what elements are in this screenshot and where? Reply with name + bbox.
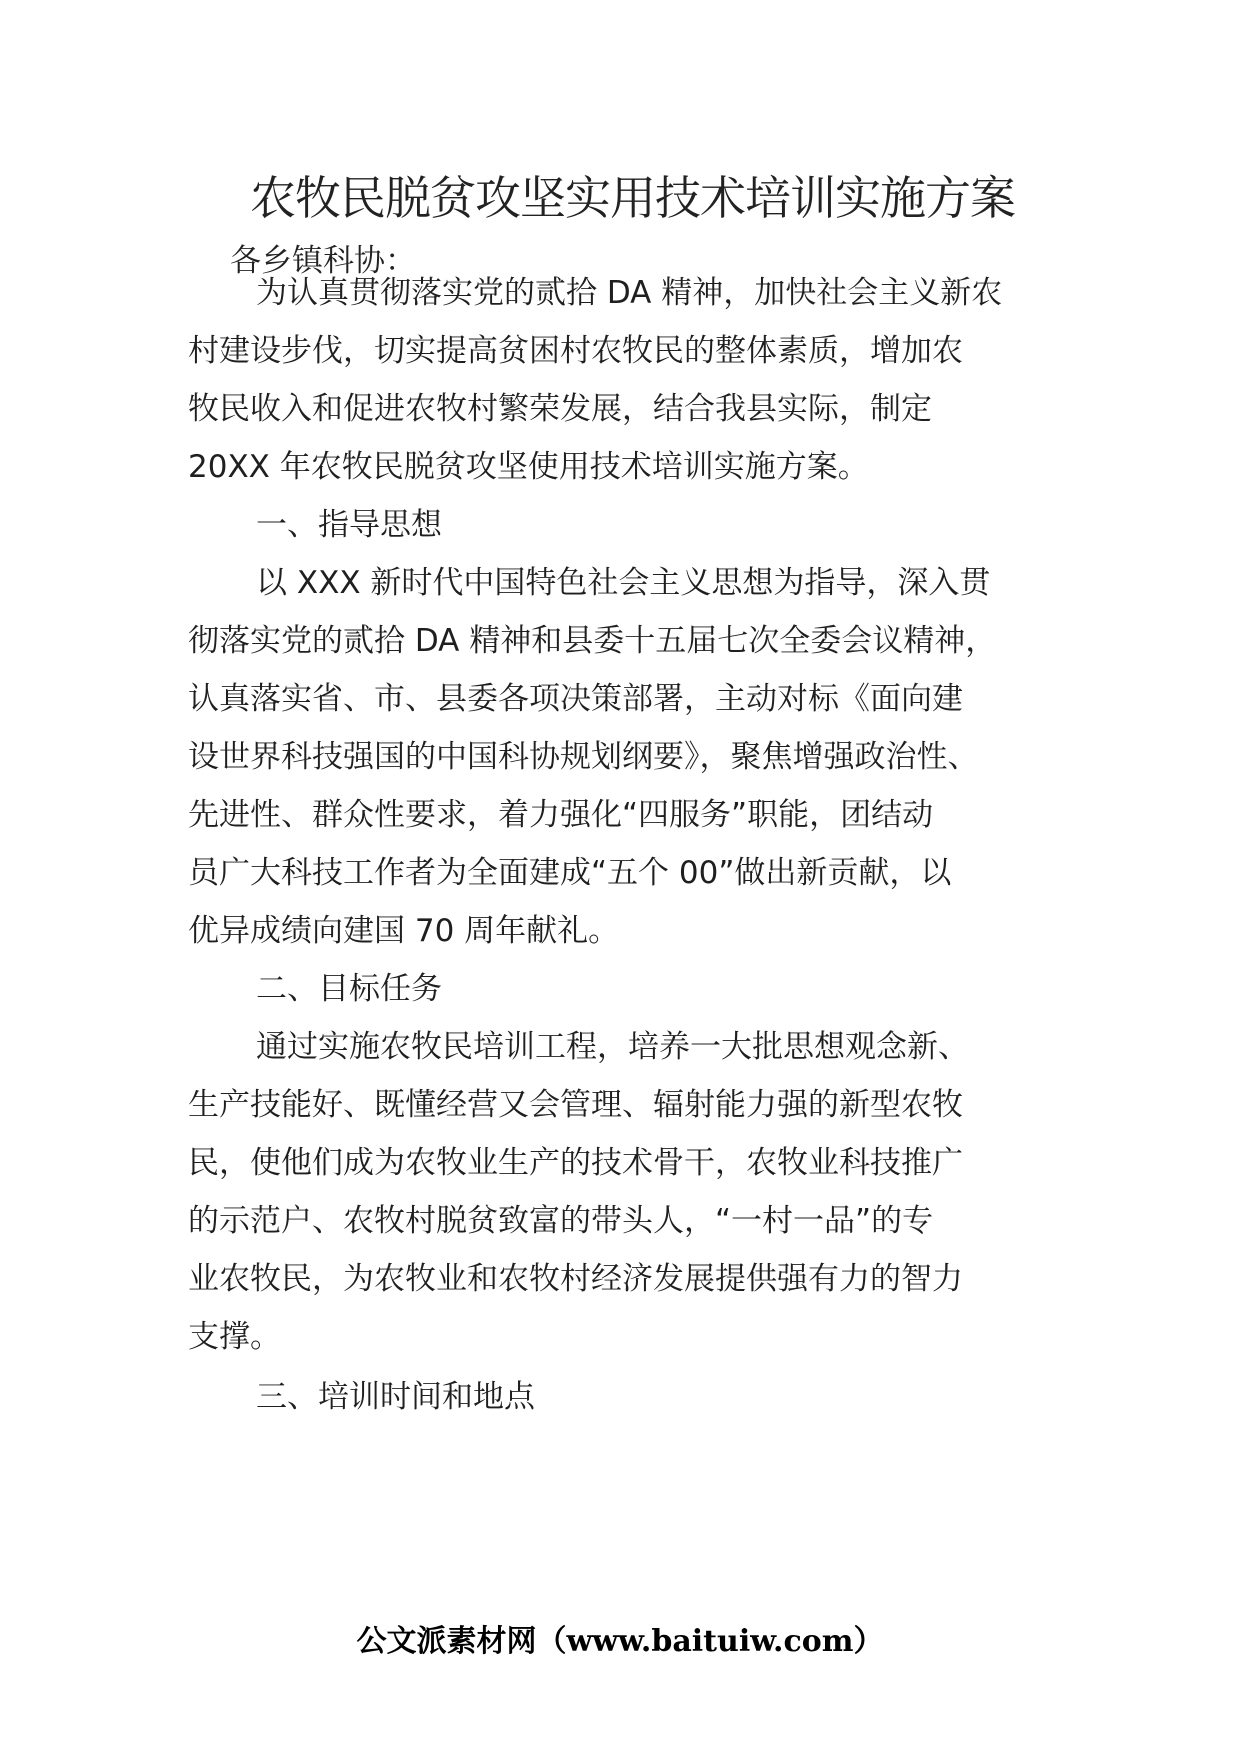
body-line: 彻落实党的贰拾 DA 精神和县委十五届七次全委会议精神， [188,623,997,659]
body-line: 设世界科技强国的中国科协规划纲要》，聚焦增强政治性、 [188,739,979,775]
section-heading: 一、指导思想 [256,507,442,543]
body-line: 以 XXX 新时代中国特色社会主义思想为指导，深入贯 [256,565,991,601]
body-line: 民，使他们成为农牧业生产的技术骨干，农牧业科技推广 [188,1145,963,1181]
body-line: 为认真贯彻落实党的贰拾 DA 精神，加快社会主义新农 [256,275,1003,311]
body-line: 先进性、群众性要求，着力强化“四服务”职能，团结动 [188,797,934,833]
body-line: 村建设步伐，切实提高贫困村农牧民的整体素质，增加农 [188,333,963,369]
document-title: 农牧民脱贫攻坚实用技术培训实施方案 [250,171,1015,225]
body-line: 通过实施农牧民培训工程，培养一大批思想观念新、 [256,1029,969,1065]
body-line: 支撑。 [188,1319,281,1355]
body-line: 20XX 年农牧民脱贫攻坚使用技术培训实施方案。 [188,449,869,485]
body-line: 优异成绩向建国 70 周年献礼。 [188,913,620,949]
salutation: 各乡镇科协： [230,243,416,279]
body-line: 生产技能好、既懂经营又会管理、辐射能力强的新型农牧 [188,1087,963,1123]
body-line: 牧民收入和促进农牧村繁荣发展，结合我县实际，制定 [188,391,932,427]
body-line: 认真落实省、市、县委各项决策部署，主动对标《面向建 [188,681,963,717]
body-line: 员广大科技工作者为全面建成“五个 00”做出新贡献，以 [188,855,952,891]
section-heading: 二、目标任务 [256,971,442,1007]
section-heading: 三、培训时间和地点 [256,1379,535,1415]
body-line: 业农牧民，为农牧业和农牧村经济发展提供强有力的智力 [188,1261,963,1297]
footer-watermark: 公文派素材网（www.baituiw.com） [356,1624,884,1659]
body-line: 的示范户、农牧村脱贫致富的带头人，“一村一品”的专 [188,1203,934,1239]
